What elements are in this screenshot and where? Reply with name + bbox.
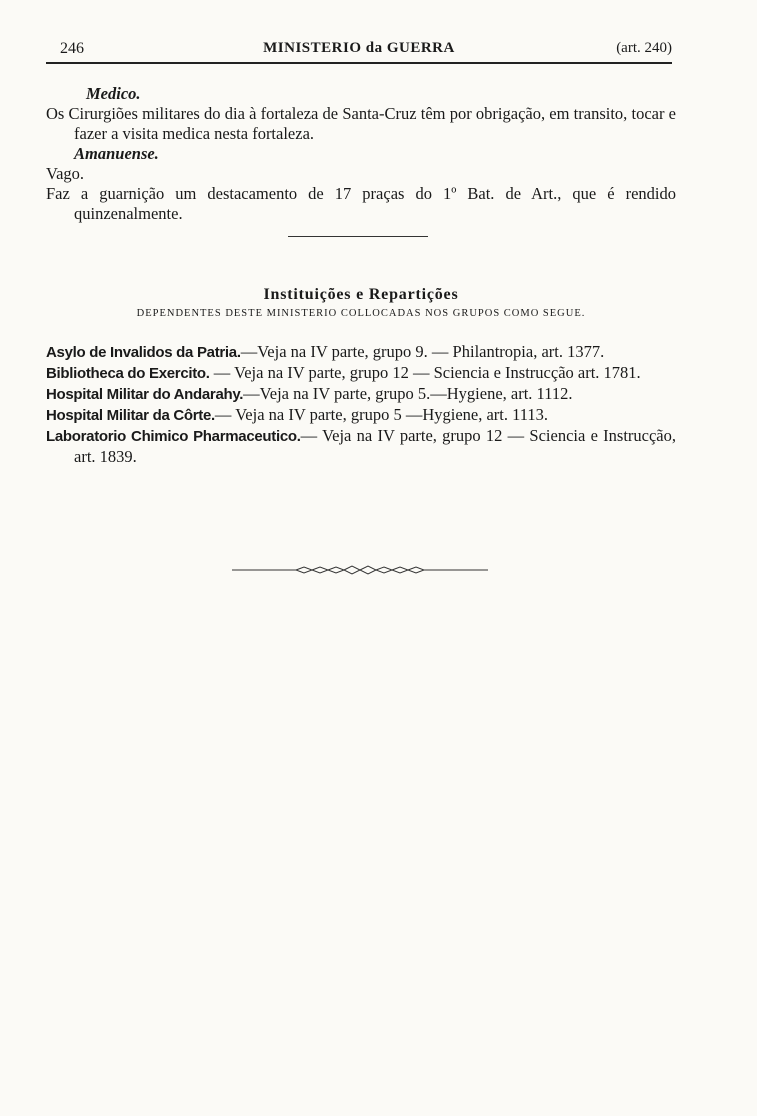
list-item bbox=[46, 363, 676, 384]
fortress-section bbox=[46, 84, 676, 224]
entry-text: — Veja na IV parte, grupo 12 — Sciencia e Instrucção, art. 1839. bbox=[74, 426, 676, 466]
entry-text: —Veja na IV parte, grupo 5.—Hygiene, art. 1112. bbox=[243, 384, 573, 403]
separator-rule bbox=[288, 236, 428, 237]
entry-text: — Veja na IV parte, grupo 5 —Hygiene, art. 1113. bbox=[214, 405, 549, 424]
medico-label: Medico. bbox=[86, 84, 141, 103]
entry-text: —Veja na IV parte, grupo 9. — Philantropia, art. 1377. bbox=[240, 342, 605, 361]
section-title: Instituições e Repartições bbox=[263, 286, 459, 303]
entry-name: Bibliotheca do Exercito. bbox=[46, 365, 210, 382]
garrison-text: Faz a guarnição um destacamento de 17 praças do 1º Bat. de Art., que é rendido quinzenalmente. bbox=[46, 184, 676, 223]
entry-name: Asylo de Invalidos da Patria. bbox=[46, 344, 241, 361]
medico-text: Os Cirurgiões militares do dia à fortaleza de Santa-Cruz têm por obrigação, em transito, tocar e fazer a visita medica nesta fortaleza. bbox=[46, 104, 676, 143]
list-item bbox=[46, 405, 676, 426]
header-article-ref: (art. 240) bbox=[616, 40, 672, 56]
list-item bbox=[46, 426, 676, 467]
amanuense-label: Amanuense. bbox=[74, 144, 159, 163]
amanuense-text: Vago. bbox=[46, 164, 85, 183]
ornament-divider bbox=[232, 564, 488, 576]
entry-text: — Veja na IV parte, grupo 12 — Sciencia e Instrucção art. 1781. bbox=[209, 363, 641, 382]
list-item bbox=[46, 342, 676, 363]
entry-name: Hospital Militar do Andarahy. bbox=[46, 386, 244, 403]
entry-name: Laboratorio Chimico Pharmaceutico. bbox=[46, 428, 301, 445]
institutions-list bbox=[46, 342, 676, 467]
section-subtitle: DEPENDENTES DESTE MINISTERIO COLLOCADAS NOS GRUPOS COMO SEGUE. bbox=[136, 308, 586, 319]
entry-name: Hospital Militar da Côrte. bbox=[46, 407, 215, 424]
list-item bbox=[46, 384, 676, 405]
header-rule bbox=[46, 62, 672, 64]
header-title: MINISTERIO da GUERRA bbox=[263, 40, 455, 56]
running-header bbox=[46, 38, 672, 62]
page-number: 246 bbox=[60, 40, 84, 57]
